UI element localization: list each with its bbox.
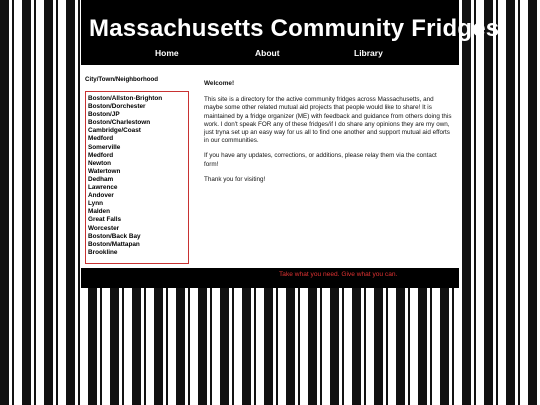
welcome-section xyxy=(204,80,452,191)
location-item[interactable]: Boston/JP xyxy=(88,111,120,119)
nav-library[interactable]: Library xyxy=(354,48,383,58)
site-footer xyxy=(81,268,459,288)
location-item[interactable]: Lynn xyxy=(88,200,104,208)
location-item[interactable]: Dedham xyxy=(88,175,114,183)
nav-about[interactable]: About xyxy=(255,48,280,58)
location-item[interactable]: Lawrence xyxy=(88,184,118,192)
location-item[interactable]: Medford xyxy=(88,151,114,159)
location-item[interactable]: Boston/Charlestown xyxy=(88,119,151,127)
nav-home[interactable]: Home xyxy=(155,48,179,58)
site-header xyxy=(81,0,500,65)
location-item[interactable]: Boston/Back Bay xyxy=(88,232,141,240)
location-list[interactable] xyxy=(85,91,189,264)
intro-paragraph: This site is a directory for the active community fridges across Massachusetts, and maybe some other related mutual aid projects that people would like to share! It is maintained by a fridge organizer (ME) with feedback and guidance from others doing this work. I don't speak FOR any of these fridges/if I do share any opinions they are my own, just tryna set up an easy way for us all to find one another and support mutual aid efforts in our communities. xyxy=(204,96,452,145)
location-item[interactable]: Boston/Mattapan xyxy=(88,240,140,248)
main-nav xyxy=(81,48,459,62)
location-item[interactable]: Great Falls xyxy=(88,216,122,224)
page-container xyxy=(81,0,500,288)
location-item[interactable]: Malden xyxy=(88,208,111,216)
content-area xyxy=(81,65,459,268)
location-item[interactable]: Newton xyxy=(88,159,112,167)
location-item[interactable]: Boston/Dorchester xyxy=(88,103,146,111)
location-item[interactable]: Andover xyxy=(88,192,114,200)
footer-tagline: Take what you need. Give what you can. xyxy=(279,271,398,278)
updates-paragraph: If you have any updates, corrections, or additions, please relay them via the contact form! xyxy=(204,152,437,168)
location-item[interactable]: Cambridge/Coast xyxy=(88,127,141,135)
location-item[interactable]: Watertown xyxy=(88,167,121,175)
location-item[interactable]: Boston/Allston-Brighton xyxy=(88,95,163,102)
location-item[interactable]: Worcester xyxy=(88,224,120,232)
site-title: Massachusetts Community Fridges xyxy=(89,15,500,42)
location-item[interactable]: Somerville xyxy=(88,143,121,151)
location-item[interactable]: Brookline xyxy=(88,248,118,256)
welcome-heading: Welcome! xyxy=(204,80,235,87)
location-list-label: City/Town/Neighborhood xyxy=(85,76,159,83)
thanks-paragraph: Thank you for visiting! xyxy=(204,175,266,183)
location-item[interactable]: Medford xyxy=(88,135,114,143)
